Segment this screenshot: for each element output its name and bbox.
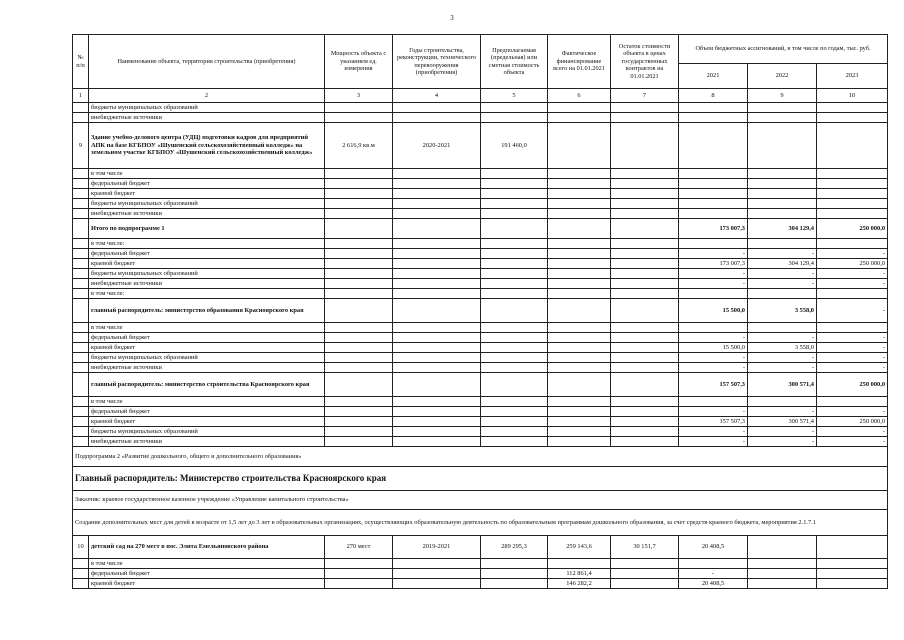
row-label: федеральный бюджет	[89, 569, 325, 579]
col-num: 2	[89, 89, 325, 103]
header-no: № п/п	[73, 35, 89, 89]
object-number: 9	[73, 123, 89, 169]
header-financed: Фактическое финансирование всего на 01.01.2021	[548, 35, 611, 89]
col-num: 1	[73, 89, 89, 103]
table-row	[73, 259, 888, 269]
value-2021: 157 507,3	[679, 373, 748, 397]
table-row	[73, 249, 888, 259]
table-row	[73, 169, 888, 179]
value-2023: 250 000,0	[817, 417, 888, 427]
value-2022: -	[748, 353, 817, 363]
total-2023: 250 000,0	[817, 219, 888, 239]
row-label: федеральный бюджет	[89, 179, 325, 189]
table-row	[73, 209, 888, 219]
value-2023: -	[817, 269, 888, 279]
table-row	[73, 333, 888, 343]
budget-table	[72, 34, 888, 589]
value-2022: -	[748, 427, 817, 437]
object-name: Здание учебно-делового центра (УДЦ) подготовки кадров для предприятий АПК на базе КГБПОУ «Шушенский сельскохозяйственный колледж» на земельном участке КГБПОУ «Шушенский сельскохозяйственный колледж»	[89, 123, 325, 169]
value-2021: 15 500,0	[679, 299, 748, 323]
object-cost: 191 460,0	[481, 123, 548, 169]
value-2021	[679, 239, 748, 249]
value-2023: -	[817, 299, 888, 323]
value-2021: -	[679, 427, 748, 437]
value-2021: -	[679, 279, 748, 289]
header-2022: 2022	[748, 64, 817, 89]
value-2023	[817, 239, 888, 249]
subprogram-title: Подпрограмма 2 «Развитие дошкольного, общего и дополнительного образования»	[73, 447, 888, 467]
header-budget: Объем бюджетных ассигнований, в том числе по годам, тыс. руб.	[679, 35, 888, 64]
value-2022	[748, 323, 817, 333]
table-row	[73, 103, 888, 113]
value-2022	[748, 397, 817, 407]
table-row	[73, 363, 888, 373]
value-2023: -	[817, 437, 888, 447]
value-2023: -	[817, 333, 888, 343]
row-label: внебюджетные источники	[89, 437, 325, 447]
value-2022: -	[748, 437, 817, 447]
col-num: 10	[817, 89, 888, 103]
header-capacity: Мощность объекта с указанием ед. измерения	[325, 35, 393, 89]
value-2021: 157 507,3	[679, 417, 748, 427]
row-label: в том числе	[89, 169, 325, 179]
table-row	[73, 397, 888, 407]
header-years: Годы строительства, реконструкции, технического перевооружения (приобретения)	[393, 35, 481, 89]
manager-label: главный распорядитель: министерство образования Красноярского края	[89, 299, 325, 323]
customer-text: Заказчик: краевое государственное казенное учреждение «Управление капитального строительства»	[73, 491, 888, 510]
col-num: 7	[611, 89, 679, 103]
row-label: в том числе	[89, 559, 325, 569]
value-2023: 250 000,0	[817, 373, 888, 397]
table-row	[73, 189, 888, 199]
row-label: внебюджетные источники	[89, 363, 325, 373]
value-2021: -	[679, 407, 748, 417]
value-2021	[679, 397, 748, 407]
row-label: в том числе	[89, 323, 325, 333]
page-number: 3	[450, 14, 454, 22]
table-row	[73, 113, 888, 123]
col-num: 5	[481, 89, 548, 103]
row-label: бюджеты муниципальных образований	[89, 103, 325, 113]
value-2023: -	[817, 427, 888, 437]
value-2022: 3 558,0	[748, 299, 817, 323]
value-2021: -	[679, 437, 748, 447]
table-row	[73, 353, 888, 363]
header-cost: Предполагаемая (предельная) или сметная стоимость объекта	[481, 35, 548, 89]
row-label: федеральный бюджет	[89, 333, 325, 343]
value-2022	[748, 289, 817, 299]
main-manager-title: Главный распорядитель: Министерство строительства Красноярского края	[73, 467, 888, 491]
row-label: бюджеты муниципальных образований	[89, 353, 325, 363]
table-row	[73, 179, 888, 189]
value-2022: 304 129,4	[748, 259, 817, 269]
table-row	[73, 323, 888, 333]
header-2023: 2023	[817, 64, 888, 89]
value-2023: -	[817, 249, 888, 259]
total-2022: 304 129,4	[748, 219, 817, 239]
col-num: 6	[548, 89, 611, 103]
table-row	[73, 427, 888, 437]
row-label: краевой бюджет	[89, 343, 325, 353]
value-2023	[817, 397, 888, 407]
value-2023: -	[817, 279, 888, 289]
value-2022: -	[748, 333, 817, 343]
object-cost: 289 295,3	[481, 536, 548, 559]
table-row	[73, 199, 888, 209]
row-label: бюджеты муниципальных образований	[89, 269, 325, 279]
value-2021: 20 408,5	[679, 536, 748, 559]
object-capacity: 270 мест	[325, 536, 393, 559]
manager-row-education	[73, 299, 888, 323]
table-row	[73, 279, 888, 289]
value-2022: 300 571,4	[748, 417, 817, 427]
object-row-10	[73, 536, 888, 559]
row-label: в том числе	[89, 397, 325, 407]
value-2022: -	[748, 363, 817, 373]
table-row	[73, 269, 888, 279]
table-row	[73, 569, 888, 579]
value-2021: 20 408,5	[679, 579, 748, 589]
value-2022: -	[748, 279, 817, 289]
value-2021: -	[679, 353, 748, 363]
col-num: 9	[748, 89, 817, 103]
manager-row-construction	[73, 373, 888, 397]
col-num: 8	[679, 89, 748, 103]
value-2021	[679, 323, 748, 333]
measure-text: Создание дополнительных мест для детей в возрасте от 1,5 лет до 3 лет в образовательных организациях, осуществляющих образовательную деятельность по образовательным программам дошкольного образования, за счет средств краевого бюджета, мероприятия 2.1.7.1	[73, 510, 888, 536]
value-2021	[679, 289, 748, 299]
header-remaining: Остаток стоимости объекта в ценах государственных контрактов на 01.01.2021	[611, 35, 679, 89]
total-label: Итого по подпрограмме 1	[89, 219, 325, 239]
value-2023: -	[817, 407, 888, 417]
object-financed: 259 143,6	[548, 536, 611, 559]
table-row	[73, 343, 888, 353]
value-2021: -	[679, 363, 748, 373]
value-2023	[817, 323, 888, 333]
table-row	[73, 559, 888, 569]
table-row	[73, 437, 888, 447]
row-label: внебюджетные источники	[89, 279, 325, 289]
row-label: внебюджетные источники	[89, 113, 325, 123]
value-2022: 300 571,4	[748, 373, 817, 397]
object-remaining: 30 151,7	[611, 536, 679, 559]
row-label: краевой бюджет	[89, 417, 325, 427]
object-years: 2020-2021	[393, 123, 481, 169]
object-capacity: 2 616,9 кв.м	[325, 123, 393, 169]
row-label: в том числе:	[89, 239, 325, 249]
value-2022: 3 558,0	[748, 343, 817, 353]
main-manager-row	[73, 467, 888, 491]
value-2021: 15 500,0	[679, 343, 748, 353]
row-label: краевой бюджет	[89, 259, 325, 269]
table-row	[73, 417, 888, 427]
object-row-9	[73, 123, 888, 169]
table-row	[73, 579, 888, 589]
value-2021: -	[679, 269, 748, 279]
row-label: федеральный бюджет	[89, 407, 325, 417]
value-2023: -	[817, 353, 888, 363]
table-row	[73, 239, 888, 249]
value-2021: -	[679, 333, 748, 343]
value-2023: -	[817, 343, 888, 353]
value-financed: 146 282,2	[548, 579, 611, 589]
value-2022	[748, 239, 817, 249]
measure-row	[73, 510, 888, 536]
value-2022: -	[748, 269, 817, 279]
table-row	[73, 289, 888, 299]
value-2023: 250 000,0	[817, 259, 888, 269]
table-row	[73, 407, 888, 417]
header-name: Наименование объекта, территория строительства (приобретения)	[89, 35, 325, 89]
column-number-row	[73, 89, 888, 103]
row-label: краевой бюджет	[89, 189, 325, 199]
value-2022: -	[748, 249, 817, 259]
value-2023	[817, 289, 888, 299]
object-years: 2019-2021	[393, 536, 481, 559]
row-label: внебюджетные источники	[89, 209, 325, 219]
col-num: 4	[393, 89, 481, 103]
value-2021: 173 007,3	[679, 259, 748, 269]
value-2021	[679, 559, 748, 569]
value-financed: 112 861,4	[548, 569, 611, 579]
value-2022: -	[748, 407, 817, 417]
value-2021: -	[679, 569, 748, 579]
value-financed	[548, 559, 611, 569]
subprogram-row	[73, 447, 888, 467]
total-row	[73, 219, 888, 239]
object-name: детский сад на 270 мест в пос. Элита Емельяновского района	[89, 536, 325, 559]
row-label: краевой бюджет	[89, 579, 325, 589]
customer-row	[73, 491, 888, 510]
row-label: федеральный бюджет	[89, 249, 325, 259]
total-2021: 173 007,3	[679, 219, 748, 239]
value-2023: -	[817, 363, 888, 373]
row-label: бюджеты муниципальных образований	[89, 427, 325, 437]
header-2021: 2021	[679, 64, 748, 89]
object-number: 10	[73, 536, 89, 559]
row-label: бюджеты муниципальных образований	[89, 199, 325, 209]
manager-label: главный распорядитель: министерство строительства Красноярского края	[89, 373, 325, 397]
col-num: 3	[325, 89, 393, 103]
row-label: в том числе:	[89, 289, 325, 299]
value-2021: -	[679, 249, 748, 259]
